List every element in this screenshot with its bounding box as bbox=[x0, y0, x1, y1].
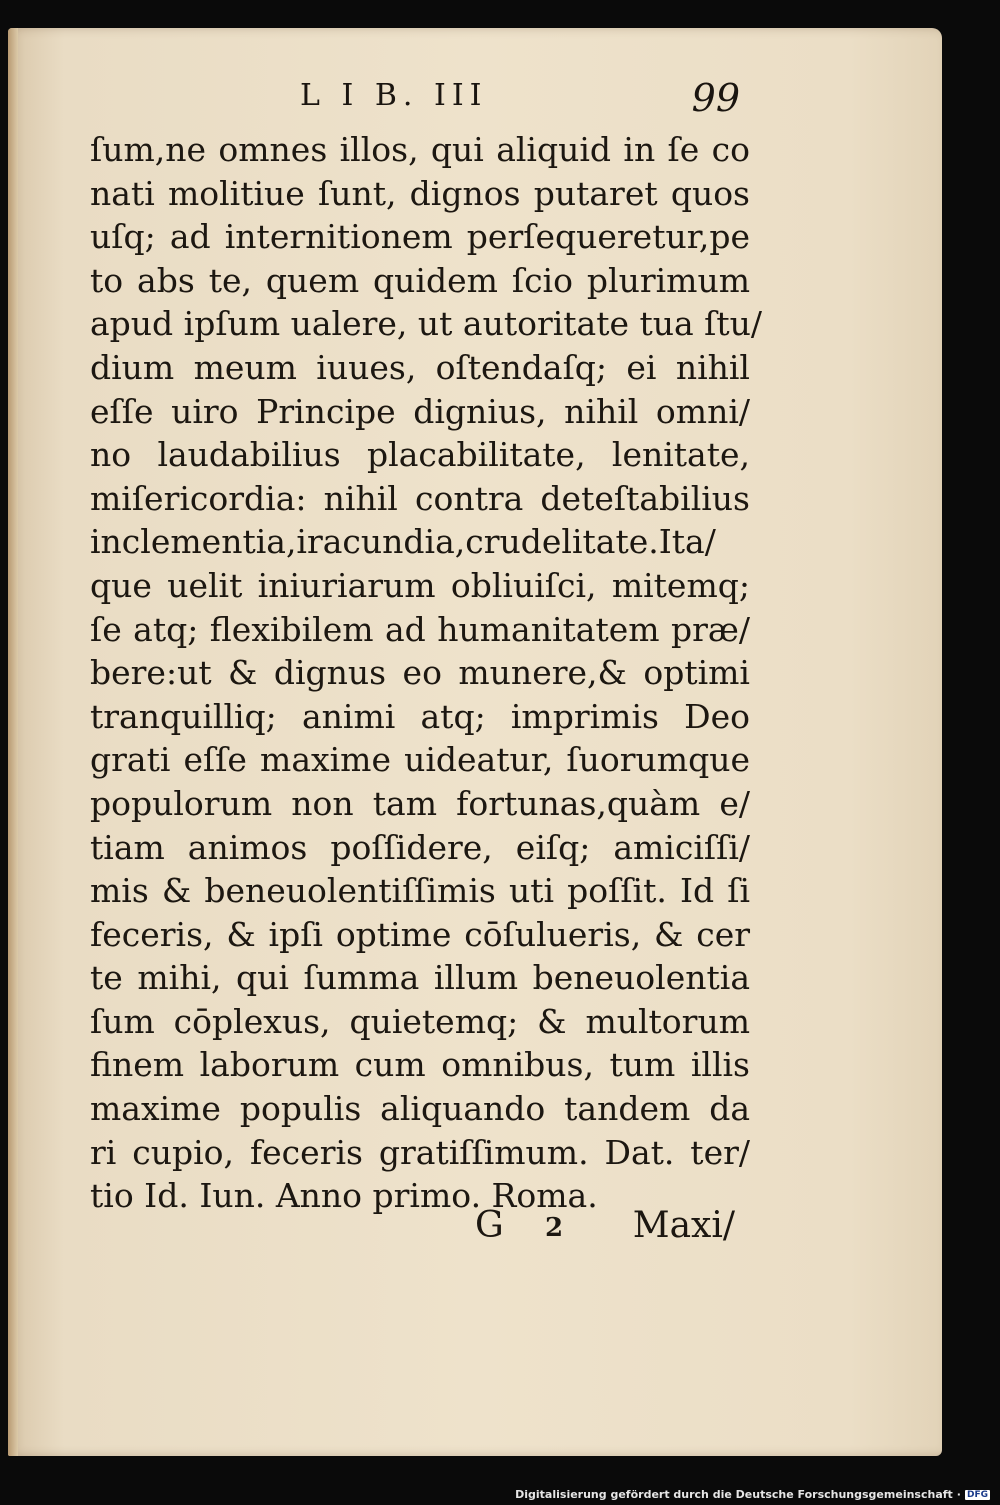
page-number: 99 bbox=[691, 76, 740, 120]
text-line: tranquilliq; animi atq; imprimis Deo bbox=[90, 696, 750, 736]
signature-number: 2 bbox=[545, 1213, 564, 1243]
text-line: no laudabilius placabilitate, lenitate, bbox=[90, 435, 750, 475]
signature-mark: G bbox=[475, 1205, 504, 1246]
text-line: ſum,ne omnes illos, qui aliquid in ſe co bbox=[90, 130, 750, 169]
signature-line bbox=[475, 1205, 735, 1255]
text-line: to abs te, quem quidem ſcio plurimum bbox=[90, 260, 750, 300]
running-head: L I B. III bbox=[300, 78, 488, 113]
text-line: mis & beneuolentiſſimis uti poſſit. Id ſi bbox=[90, 871, 750, 911]
funding-credit: Digitalisierung gefördert durch die Deutsche Forschungsgemeinschaft bbox=[515, 1488, 953, 1501]
page-binding-edge bbox=[8, 28, 18, 1456]
text-line: inclementia,iracundia,crudelitate.Ita/ bbox=[90, 522, 716, 562]
dfg-logo-icon: DFG bbox=[966, 1489, 988, 1500]
text-line: que uelit iniuriarum obliuiſci, mitemq; bbox=[90, 565, 750, 605]
body-text bbox=[90, 128, 763, 1218]
text-line: tiam animos poſſidere, eiſq; amiciſſi/ bbox=[90, 827, 750, 867]
text-line: miſericordia: nihil contra deteſtabilius bbox=[90, 478, 750, 518]
text-line: uſq; ad internitionem perſequeretur,pe bbox=[90, 217, 750, 257]
page-header bbox=[90, 70, 740, 130]
text-line: grati eſſe maxime uideatur, ſuorumque bbox=[90, 740, 750, 780]
catchword: Maxi/ bbox=[632, 1205, 735, 1246]
digitization-footer bbox=[515, 1488, 990, 1501]
text-line: bere:ut & dignus eo munere,& optimi bbox=[90, 653, 750, 693]
footer-separator: · bbox=[956, 1488, 961, 1501]
text-line-last: tio Id. Iun. Anno primo. Roma. bbox=[90, 1176, 598, 1216]
text-line: feceris, & ipſi optime cōſulueris, & cer bbox=[90, 914, 750, 954]
text-line: ſum cōplexus, quietemq; & multorum bbox=[90, 1001, 750, 1041]
text-line: maxime populis aliquando tandem da bbox=[90, 1089, 750, 1129]
text-line: nati molitiue ſunt, dignos putaret quos bbox=[90, 173, 750, 213]
text-line: te mihi, qui ſumma illum beneuolentia bbox=[90, 958, 750, 998]
text-line: apud ipſum ualere, ut autoritate tua ſtu/ bbox=[90, 304, 763, 344]
text-line: eſſe uiro Principe dignius, nihil omni/ bbox=[90, 391, 750, 431]
text-line: populorum non tam fortunas,quàm e/ bbox=[90, 783, 750, 823]
text-line: ri cupio, feceris gratiſſimum. Dat. ter/ bbox=[90, 1132, 750, 1172]
text-line: dium meum iuues, oſtendaſq; ei nihil bbox=[90, 347, 750, 387]
text-line: ſe atq; flexibilem ad humanitatem præ/ bbox=[90, 609, 750, 649]
text-line: finem laborum cum omnibus, tum illis bbox=[90, 1045, 750, 1085]
